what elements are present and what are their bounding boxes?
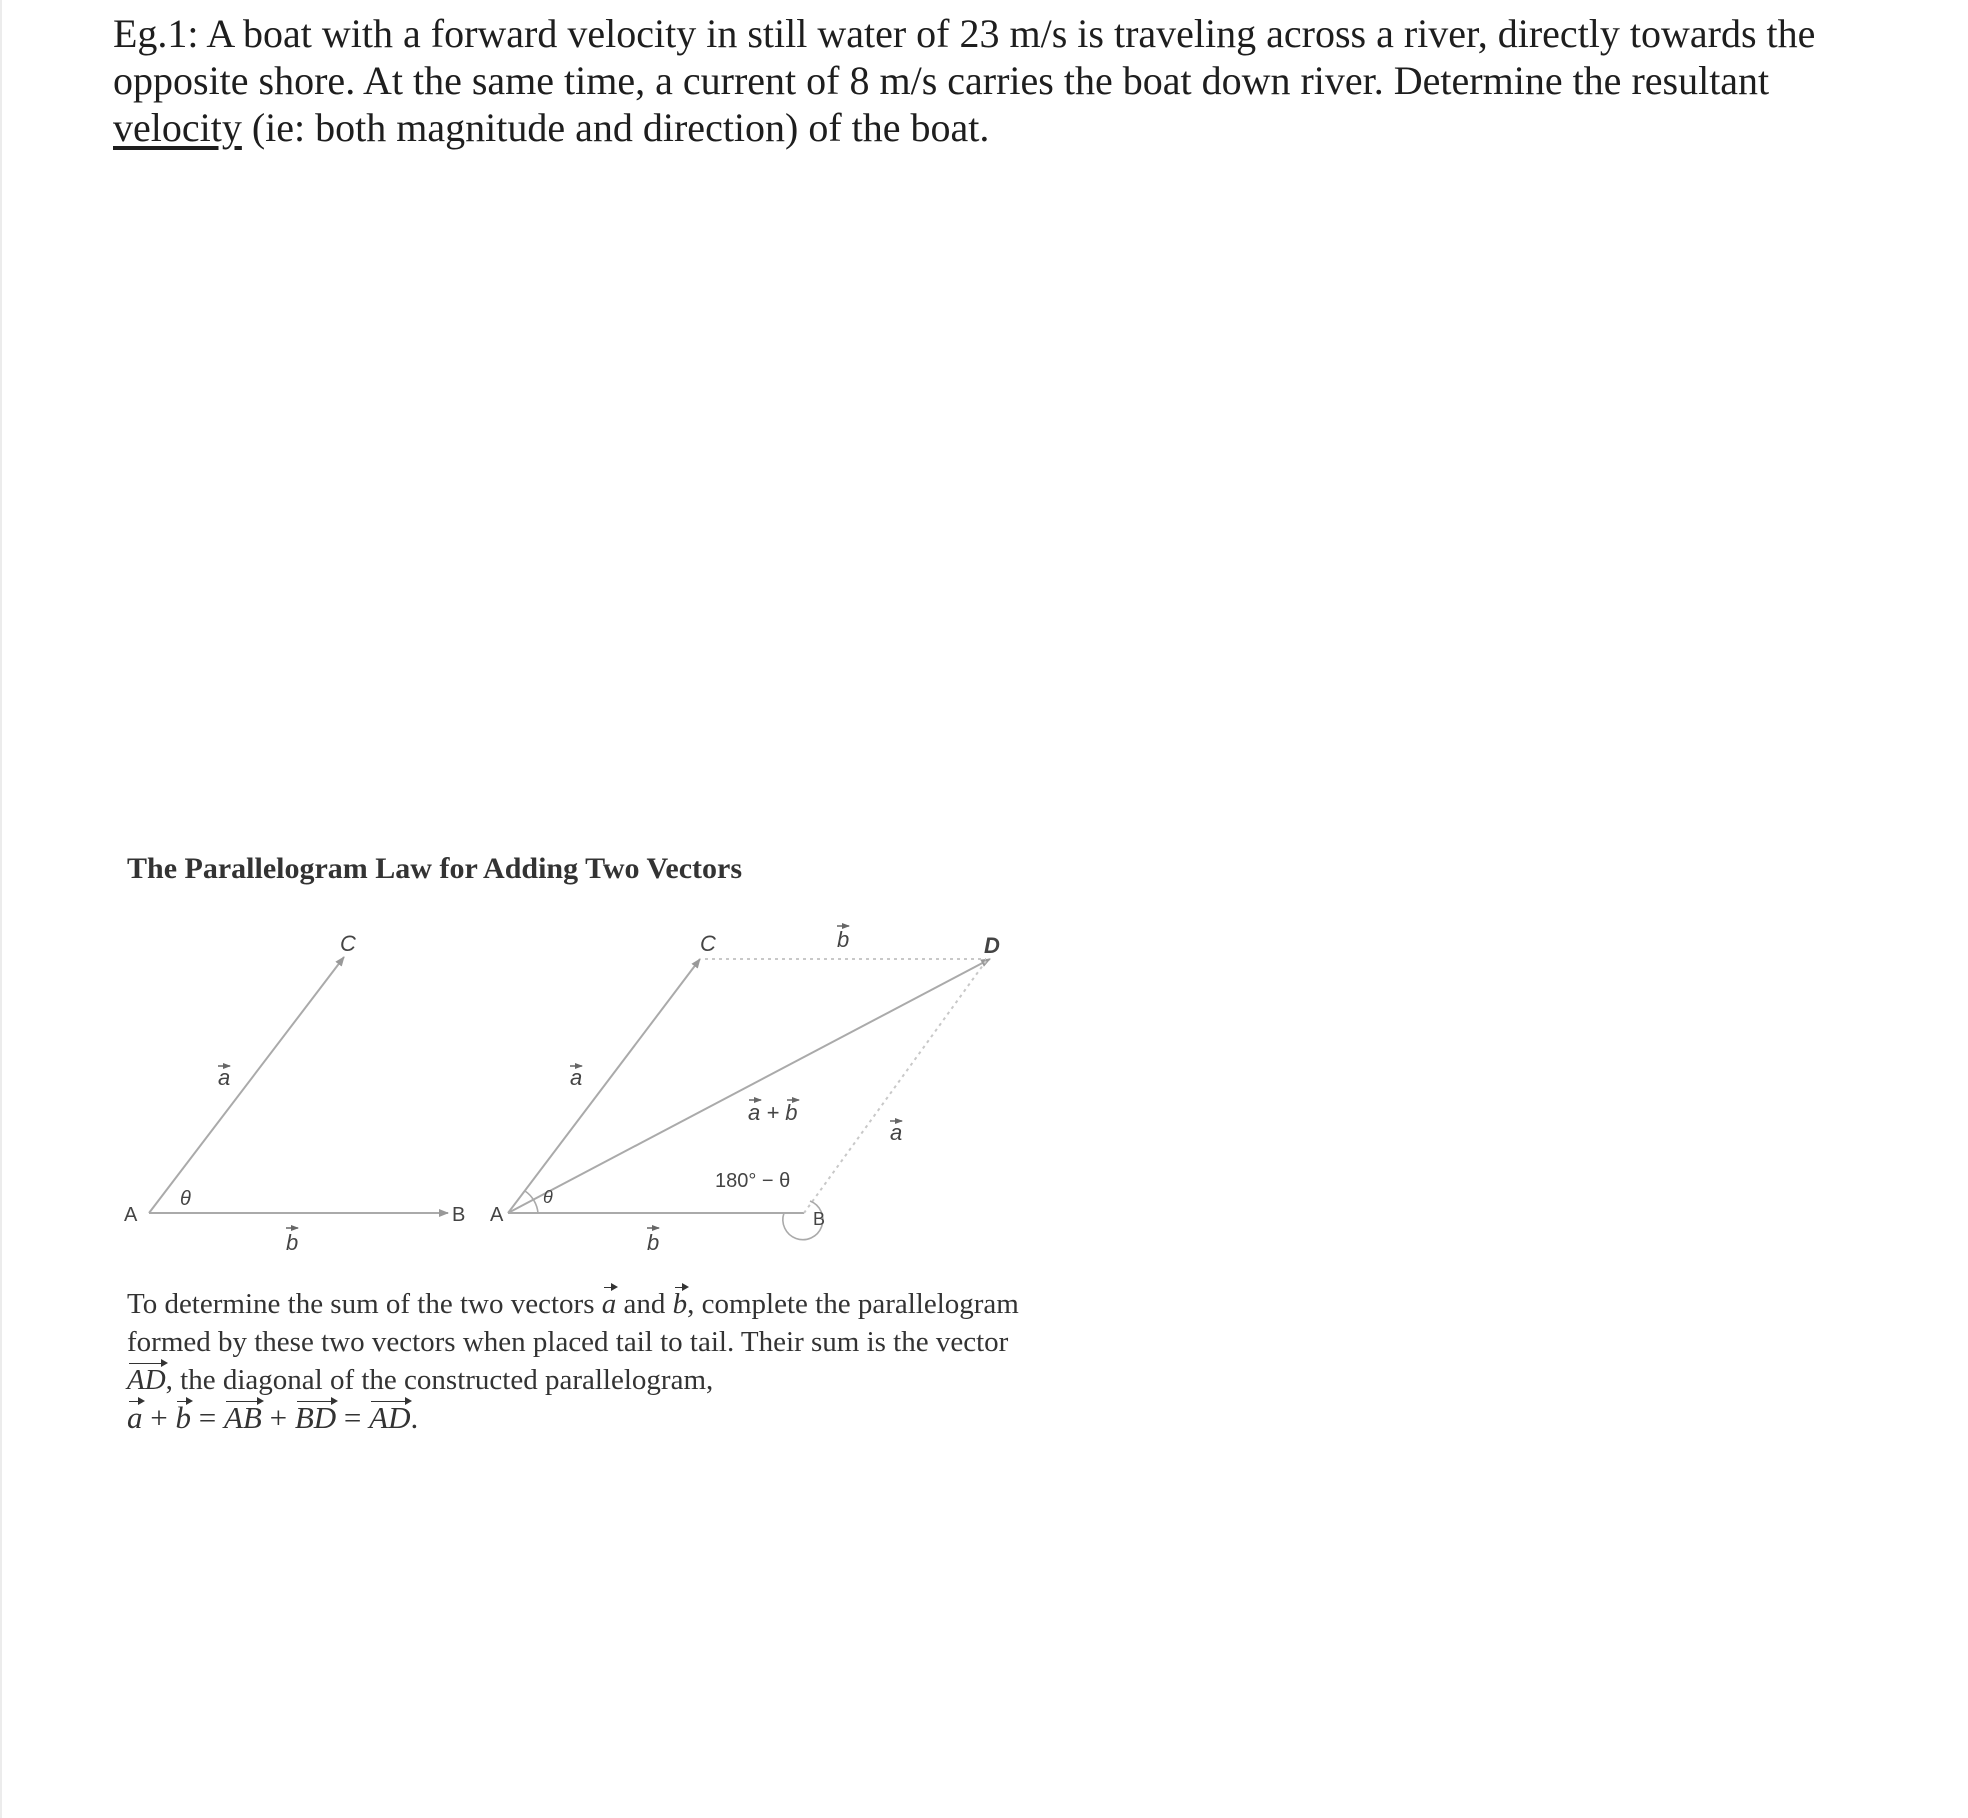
right-label-b-bottom: b [647, 1230, 660, 1255]
right-label-b-top: b [837, 927, 850, 952]
eq-operator: + [142, 1400, 176, 1435]
eq-vec-b: b [175, 1400, 191, 1435]
caption-equation [127, 1399, 1147, 1437]
right-vector-a [508, 959, 700, 1213]
right-dotted-BD [804, 961, 986, 1213]
caption-text: and [616, 1288, 673, 1320]
figure-title: The Parallelogram Law for Adding Two Vectors [127, 852, 742, 885]
right-label-D: D [984, 933, 1000, 958]
parallelogram-diagram [100, 895, 1060, 1255]
eq-vec-BD: BD [294, 1400, 337, 1435]
eq-vec-AD: AD [369, 1400, 411, 1435]
left-label-b: b [286, 1230, 299, 1255]
eq-operator: = [336, 1400, 370, 1435]
right-label-a-side: a [890, 1120, 903, 1145]
caption-text: , complete the parallelogram [687, 1288, 1019, 1320]
figure-caption [127, 1285, 1147, 1437]
problem-line-1: Eg.1: A boat with a forward velocity in still water of 23 m/s is traveling across a river, directly towards the [113, 11, 1816, 56]
right-label-supplement: 180° − θ [715, 1170, 791, 1192]
right-label-B: B [813, 1209, 826, 1229]
left-label-A: A [124, 1204, 138, 1226]
velocity-underlined: velocity [113, 105, 242, 150]
right-label-theta: θ [543, 1187, 553, 1207]
caption-text: To determine the sum of the two vectors [127, 1288, 602, 1320]
eq-operator: = [190, 1400, 224, 1435]
page-edge [0, 0, 2, 1818]
problem-statement [113, 10, 1873, 151]
left-label-theta: θ [180, 1188, 191, 1210]
right-diagram [490, 926, 1000, 1255]
eq-vec-AB: AB [223, 1400, 262, 1435]
caption-vec-b: b [673, 1285, 688, 1323]
left-label-C: C [340, 931, 356, 956]
problem-line-2: opposite shore. At the same time, a current of 8 m/s carries the boat down river. Determine the resultant [113, 58, 1770, 103]
caption-vec-a: a [602, 1285, 617, 1323]
caption-line-1 [127, 1285, 1147, 1323]
eq-period: . [410, 1400, 419, 1435]
eq-vec-a: a [127, 1400, 143, 1435]
eq-operator: + [261, 1400, 295, 1435]
caption-vec-AD: AD [127, 1361, 166, 1399]
right-label-A: A [490, 1204, 504, 1226]
caption-text: , the diagonal of the constructed parallelogram, [165, 1364, 714, 1396]
left-label-a: a [218, 1065, 231, 1090]
problem-line-3 [113, 104, 1873, 151]
left-vector-a [149, 957, 344, 1213]
caption-line-2: formed by these two vectors when placed tail to tail. Their sum is the vector [127, 1326, 1009, 1358]
problem-line-3-rest: (ie: both magnitude and direction) of the boat. [241, 105, 990, 150]
right-label-a: a [570, 1065, 583, 1090]
caption-line-3 [127, 1361, 1147, 1399]
left-label-B: B [452, 1204, 466, 1226]
left-diagram [124, 931, 465, 1255]
right-label-sum: a + b [748, 1100, 798, 1125]
right-label-C: C [700, 931, 716, 956]
